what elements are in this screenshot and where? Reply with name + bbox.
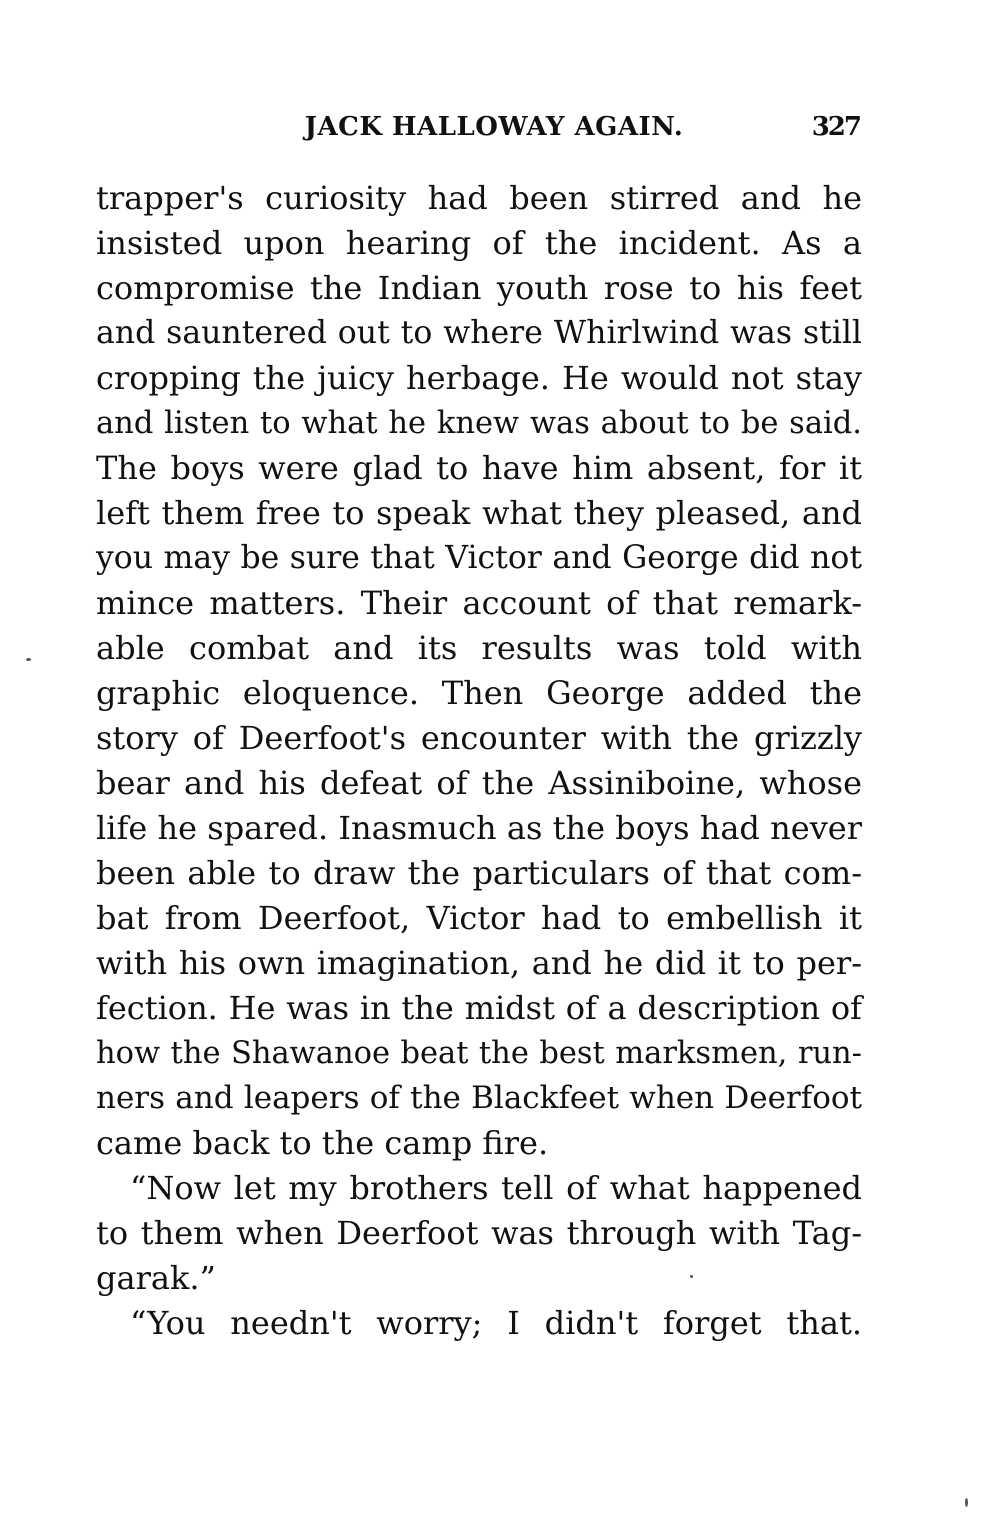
text-line: fection. He was in the midst of a description of bbox=[96, 989, 862, 1027]
scan-speck bbox=[26, 658, 31, 661]
running-header bbox=[96, 112, 862, 152]
text-line: left them free to speak what they pleased, and bbox=[96, 494, 862, 532]
text-line: how the Shawanoe beat the best marksmen, run- bbox=[96, 1036, 862, 1071]
text-line: you may be sure that Victor and George did not bbox=[96, 540, 862, 576]
page-number: 327 bbox=[811, 112, 860, 142]
scan-speck bbox=[690, 1275, 693, 1278]
text-line: compromise the Indian youth rose to his feet bbox=[96, 269, 862, 307]
text-line: insisted upon hearing of the incident. As a bbox=[96, 224, 862, 262]
text-line: cropping the juicy herbage. He would not stay bbox=[96, 359, 862, 397]
text-line: “You needn't worry; I didn't forget that. bbox=[130, 1304, 862, 1342]
text-line: able combat and its results was told with bbox=[96, 629, 862, 667]
chapter-title: JACK HALLOWAY AGAIN. bbox=[304, 112, 684, 142]
text-line: story of Deerfoot's encounter with the grizzly bbox=[96, 719, 862, 757]
text-line: and listen to what he knew was about to be said. bbox=[96, 406, 862, 441]
text-line: to them when Deerfoot was through with Tag- bbox=[96, 1214, 862, 1252]
text-line: trapper's curiosity had been stirred and he bbox=[96, 179, 862, 217]
body-text bbox=[96, 176, 862, 1346]
text-line: The boys were glad to have him absent, for it bbox=[96, 449, 862, 487]
text-line: bear and his defeat of the Assiniboine, whose bbox=[96, 764, 862, 802]
text-line: with his own imagination, and he did it to per- bbox=[96, 944, 862, 982]
text-line: “Now let my brothers tell of what happened bbox=[130, 1169, 862, 1207]
text-line: life he spared. Inasmuch as the boys had never bbox=[96, 809, 862, 847]
text-line: been able to draw the particulars of that com- bbox=[96, 854, 862, 892]
scan-speck bbox=[965, 1498, 968, 1507]
text-line: and sauntered out to where Whirlwind was still bbox=[96, 315, 862, 351]
text-line: bat from Deerfoot, Victor had to embellish it bbox=[96, 899, 862, 937]
text-line: garak.” bbox=[96, 1259, 216, 1297]
text-line: mince matters. Their account of that remark- bbox=[96, 584, 862, 622]
text-line: graphic eloquence. Then George added the bbox=[96, 674, 862, 712]
text-line: ners and leapers of the Blackfeet when Deerfoot bbox=[96, 1080, 862, 1116]
text-line: came back to the camp fire. bbox=[96, 1124, 549, 1162]
